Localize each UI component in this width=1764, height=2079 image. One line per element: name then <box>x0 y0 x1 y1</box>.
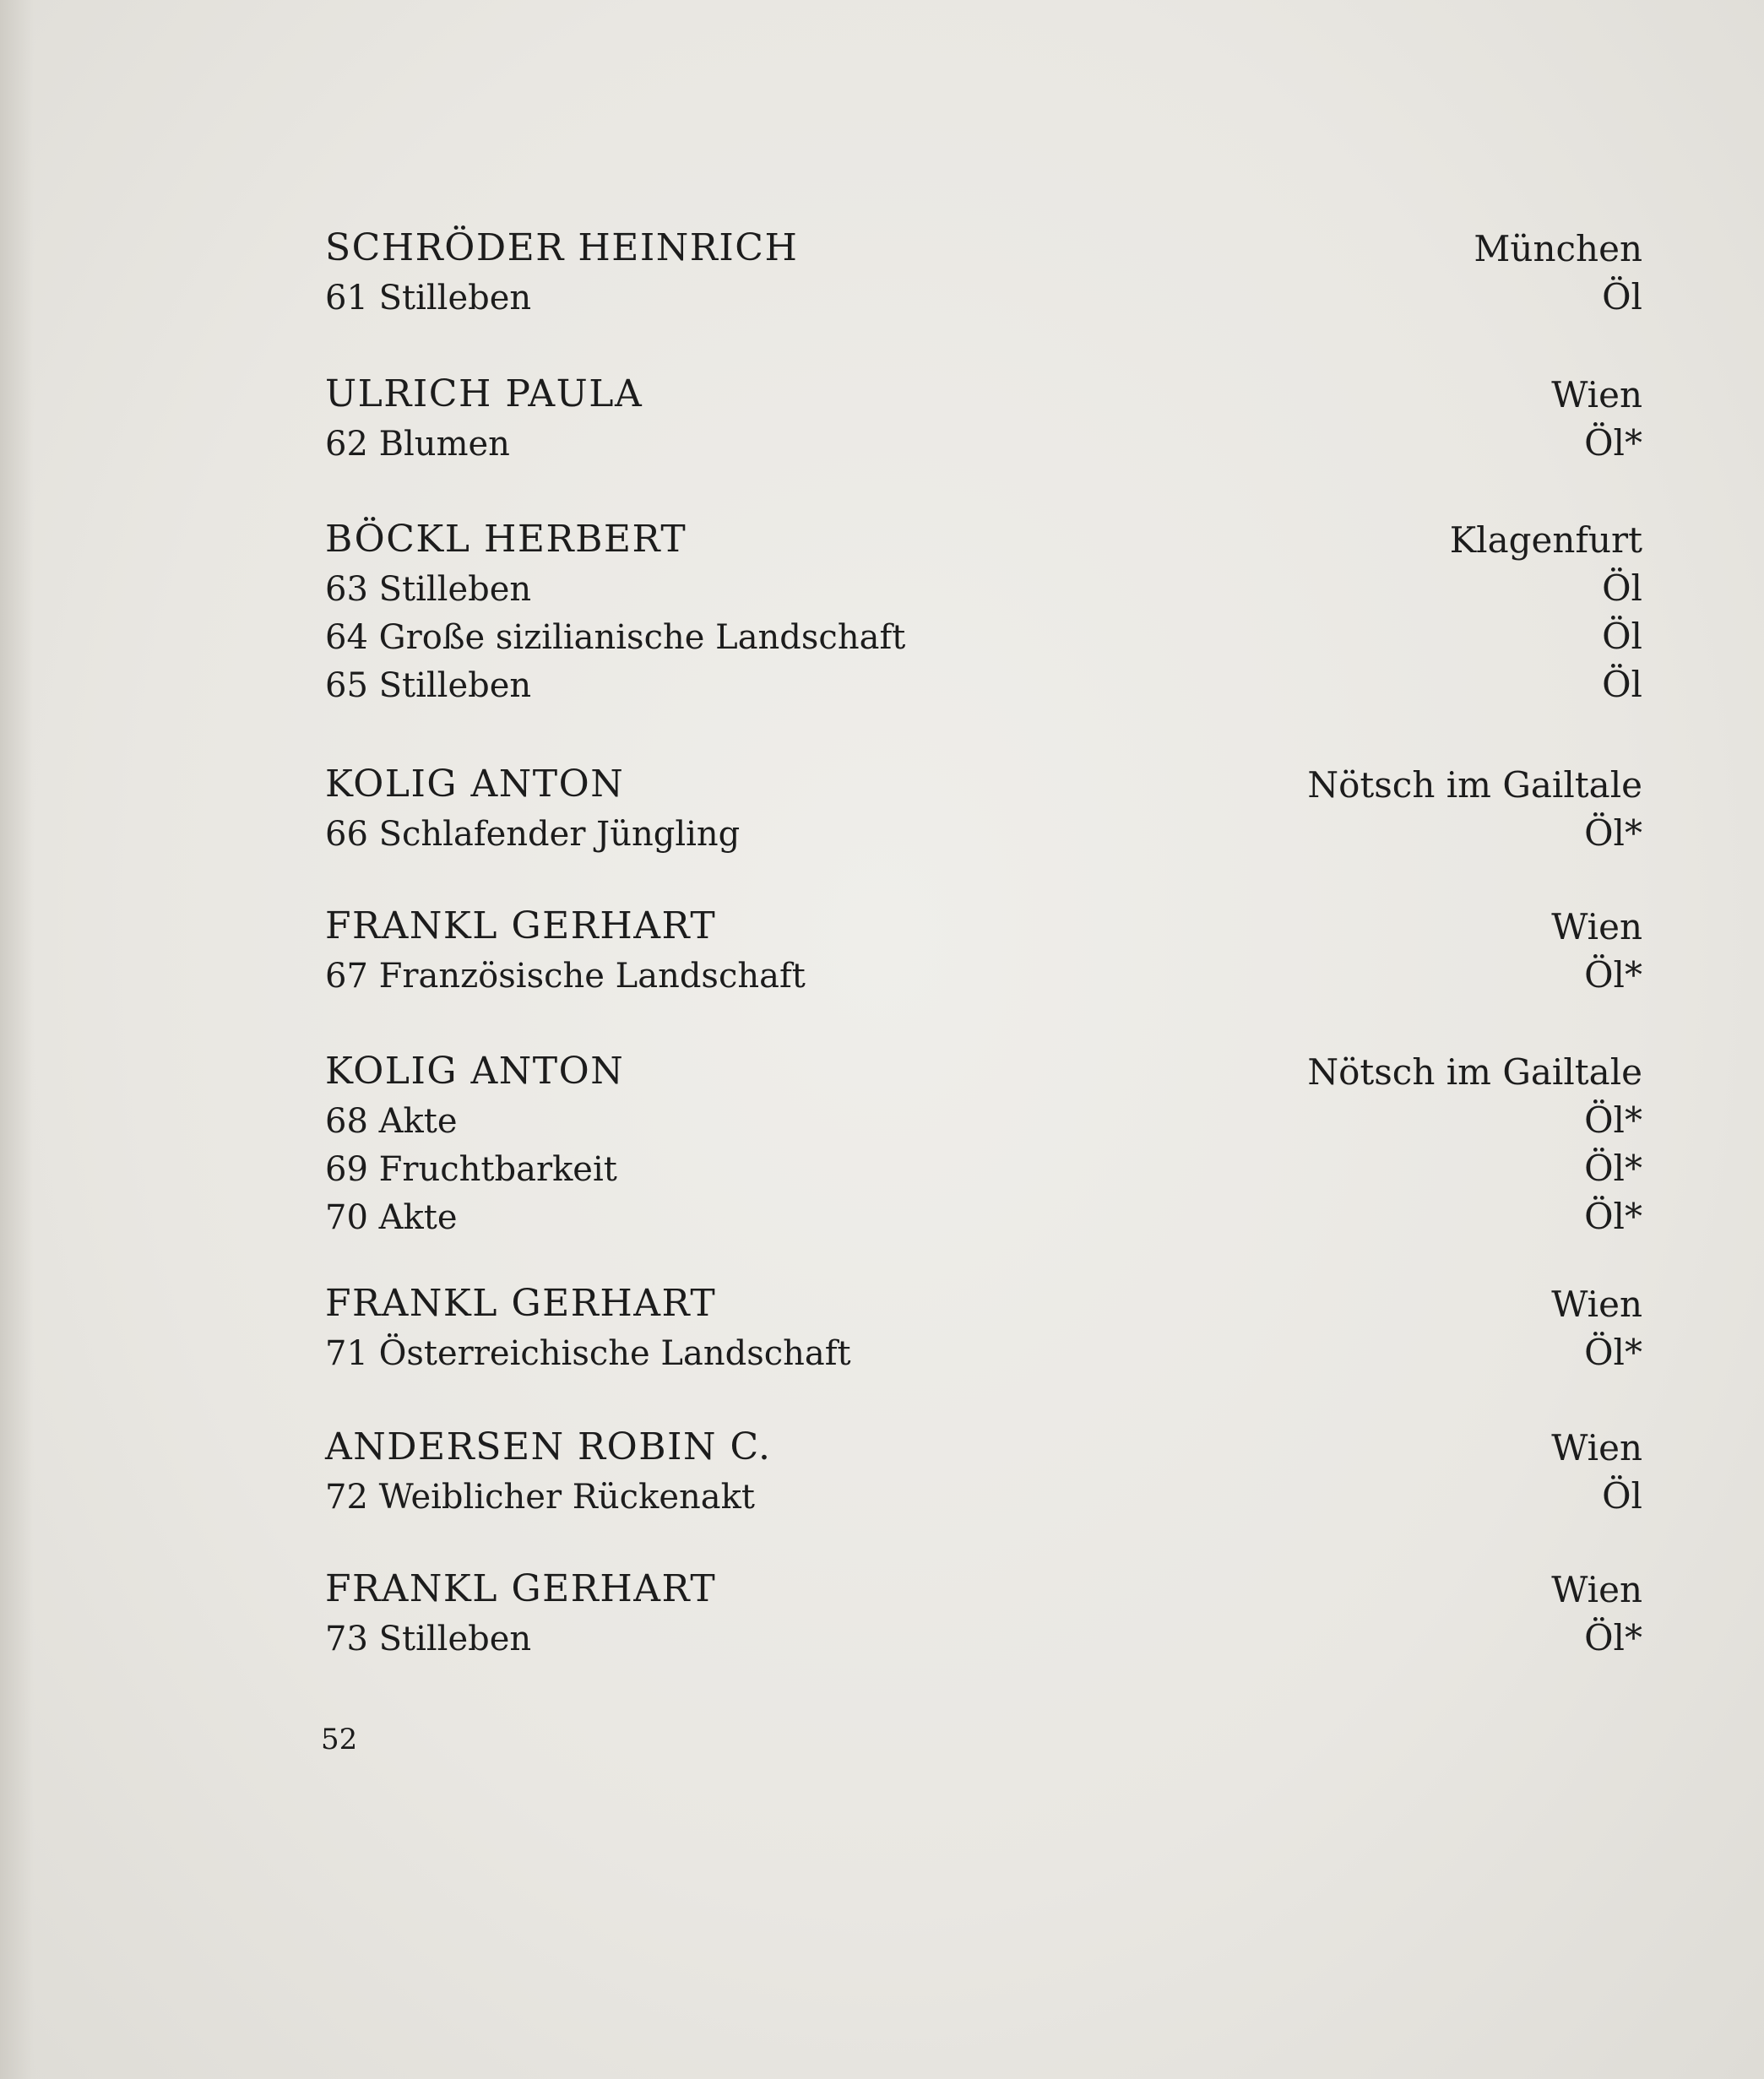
work-title: 67 Französische Landschaft <box>325 957 806 996</box>
work-medium: Öl <box>1602 276 1642 318</box>
catalog-entry <box>325 1427 1642 1523</box>
work-row <box>325 1617 1642 1665</box>
work-row <box>325 567 1642 616</box>
catalog-entry <box>325 1051 1642 1244</box>
work-row <box>325 422 1642 470</box>
work-title: 63 Stilleben <box>325 570 532 609</box>
work-medium: Öl* <box>1584 1617 1642 1658</box>
work-title: 62 Blumen <box>325 425 510 464</box>
catalog-entry <box>325 906 1642 1002</box>
work-row <box>325 1148 1642 1196</box>
work-title: 73 Stilleben <box>325 1620 532 1658</box>
work-title: 70 Akte <box>325 1198 458 1237</box>
work-title: 69 Fruchtbarkeit <box>325 1150 617 1189</box>
catalog-entry <box>325 374 1642 470</box>
work-medium: Öl* <box>1584 1332 1642 1373</box>
page-spine-shadow <box>0 0 34 2079</box>
work-title: 71 Österreichische Landschaft <box>325 1334 851 1373</box>
work-medium: Öl* <box>1584 812 1642 854</box>
work-title: 68 Akte <box>325 1102 458 1141</box>
work-title: 72 Weiblicher Rückenakt <box>325 1478 755 1517</box>
work-row <box>325 616 1642 664</box>
artist-row <box>325 906 1642 954</box>
artist-name: ANDERSEN ROBIN C. <box>325 1425 772 1468</box>
work-row <box>325 954 1642 1002</box>
artist-name: FRANKL GERHART <box>325 1567 717 1610</box>
catalog-entry <box>325 519 1642 712</box>
catalog-entry <box>325 1284 1642 1380</box>
artist-row <box>325 374 1642 422</box>
artist-row <box>325 764 1642 812</box>
artist-city: Wien <box>1551 1427 1642 1468</box>
artist-row <box>325 519 1642 567</box>
artist-row <box>325 228 1642 276</box>
work-row <box>325 664 1642 712</box>
artist-city: Klagenfurt <box>1449 519 1642 561</box>
work-medium: Öl <box>1602 1475 1642 1517</box>
artist-name: SCHRÖDER HEINRICH <box>325 226 799 269</box>
work-row <box>325 1475 1642 1523</box>
catalog-entry <box>325 1569 1642 1665</box>
artist-city: Wien <box>1551 1569 1642 1610</box>
work-medium: Öl <box>1602 616 1642 657</box>
artist-city: Nötsch im Gailtale <box>1307 1051 1642 1093</box>
work-medium: Öl* <box>1584 1196 1642 1237</box>
artist-row <box>325 1427 1642 1475</box>
work-row <box>325 1099 1642 1148</box>
artist-name: KOLIG ANTON <box>325 1050 625 1093</box>
page-number: 52 <box>321 1723 358 1756</box>
artist-row <box>325 1051 1642 1099</box>
artist-city: München <box>1474 228 1642 269</box>
work-medium: Öl <box>1602 664 1642 705</box>
work-title: 61 Stilleben <box>325 279 532 318</box>
work-row <box>325 276 1642 324</box>
artist-name: FRANKL GERHART <box>325 904 717 947</box>
work-title: 64 Große sizilianische Landschaft <box>325 618 906 657</box>
work-medium: Öl* <box>1584 954 1642 996</box>
artist-city: Wien <box>1551 374 1642 415</box>
artist-name: BÖCKL HERBERT <box>325 518 687 561</box>
artist-name: KOLIG ANTON <box>325 763 625 806</box>
catalog-entry <box>325 764 1642 860</box>
work-title: 65 Stilleben <box>325 666 532 705</box>
artist-name: ULRICH PAULA <box>325 372 643 415</box>
catalog-entry <box>325 228 1642 324</box>
artist-city: Wien <box>1551 906 1642 947</box>
artist-row <box>325 1569 1642 1617</box>
work-row <box>325 812 1642 860</box>
artist-name: FRANKL GERHART <box>325 1282 717 1325</box>
artist-city: Wien <box>1551 1284 1642 1325</box>
artist-city: Nötsch im Gailtale <box>1307 764 1642 806</box>
work-medium: Öl <box>1602 567 1642 609</box>
work-row <box>325 1332 1642 1380</box>
work-title: 66 Schlafender Jüngling <box>325 815 741 854</box>
work-medium: Öl* <box>1584 422 1642 464</box>
artist-row <box>325 1284 1642 1332</box>
work-medium: Öl* <box>1584 1099 1642 1141</box>
work-medium: Öl* <box>1584 1148 1642 1189</box>
work-row <box>325 1196 1642 1244</box>
